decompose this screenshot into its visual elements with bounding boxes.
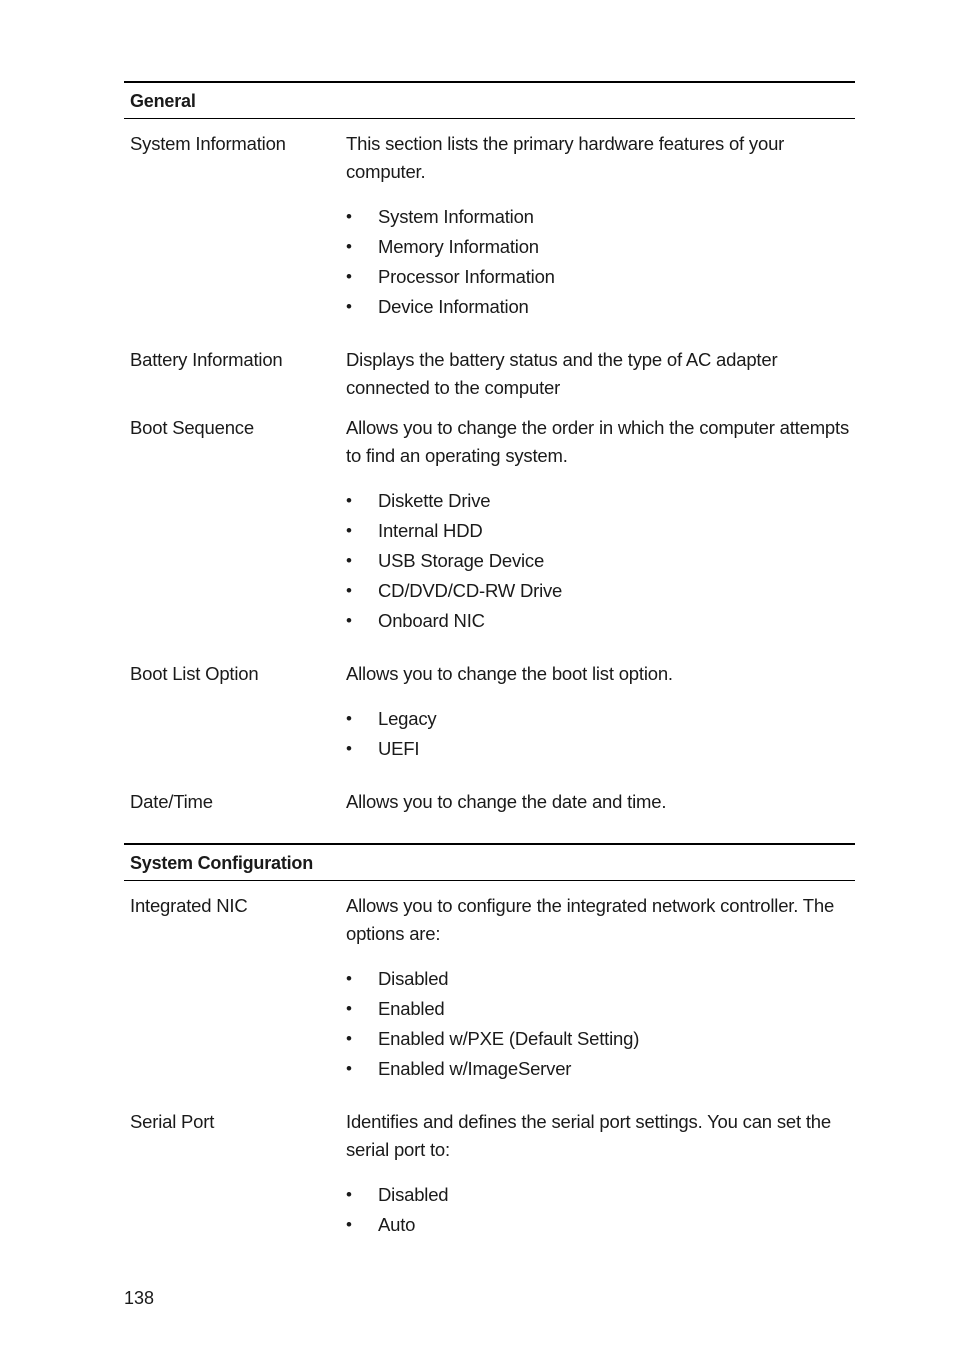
row-description [346,892,855,1084]
row-label: Boot List Option [130,663,259,684]
row-description [346,414,855,636]
list-item: • Processor Information [346,262,855,292]
list-item: • Legacy [346,704,855,734]
list-item: • Memory Information [346,232,855,262]
description-text: Allows you to change the date and time. [346,791,667,812]
description-text: Allows you to change the boot list option. [346,663,673,684]
description-text: Displays the battery status and the type of AC adapter connected to the computer [346,349,778,398]
row-description [346,346,855,402]
row-label: System Information [130,133,286,154]
document-body [124,81,855,1240]
row-battery-information [124,322,855,402]
description-text: Allows you to change the order in which the computer attempts to find an operating system. [346,417,849,466]
list-item: • USB Storage Device [346,546,855,576]
list-item: • Enabled w/ImageServer [346,1054,855,1084]
list-item: • Internal HDD [346,516,855,546]
list-item: • Auto [346,1210,855,1240]
bullet-list [346,964,855,1084]
description-text: Identifies and defines the serial port settings. You can set the serial port to: [346,1111,831,1160]
bullet-list [346,202,855,322]
list-item: • Disabled [346,964,855,994]
list-item: • Device Information [346,292,855,322]
row-date-time [124,764,855,818]
row-label: Boot Sequence [130,417,254,438]
row-label: Battery Information [130,349,283,370]
page-number: 138 [124,1288,155,1308]
row-label: Serial Port [130,1111,215,1132]
row-system-information [124,119,855,322]
bullet-list [346,1180,855,1240]
row-description [346,1108,855,1240]
description-text: This section lists the primary hardware features of your computer. [346,133,785,182]
row-description [346,130,855,322]
bullet-list [346,704,855,764]
list-item: • UEFI [346,734,855,764]
row-label: Integrated NIC [130,895,248,916]
section-system-configuration [124,843,855,1240]
list-item: • CD/DVD/CD-RW Drive [346,576,855,606]
list-item: • System Information [346,202,855,232]
description-text: Allows you to configure the integrated network controller. The options are: [346,895,835,944]
row-boot-list-option [124,636,855,764]
row-description [346,660,855,764]
section-header: General [124,83,855,119]
list-item: • Disabled [346,1180,855,1210]
section-header: System Configuration [124,845,855,881]
row-serial-port [124,1084,855,1240]
row-description [346,788,855,816]
row-label: Date/Time [130,791,213,812]
row-integrated-nic [124,881,855,1084]
list-item: • Enabled [346,994,855,1024]
list-item: • Onboard NIC [346,606,855,636]
row-boot-sequence [124,402,855,636]
bullet-list [346,486,855,636]
section-general [124,81,855,818]
list-item: • Diskette Drive [346,486,855,516]
list-item: • Enabled w/PXE (Default Setting) [346,1024,855,1054]
